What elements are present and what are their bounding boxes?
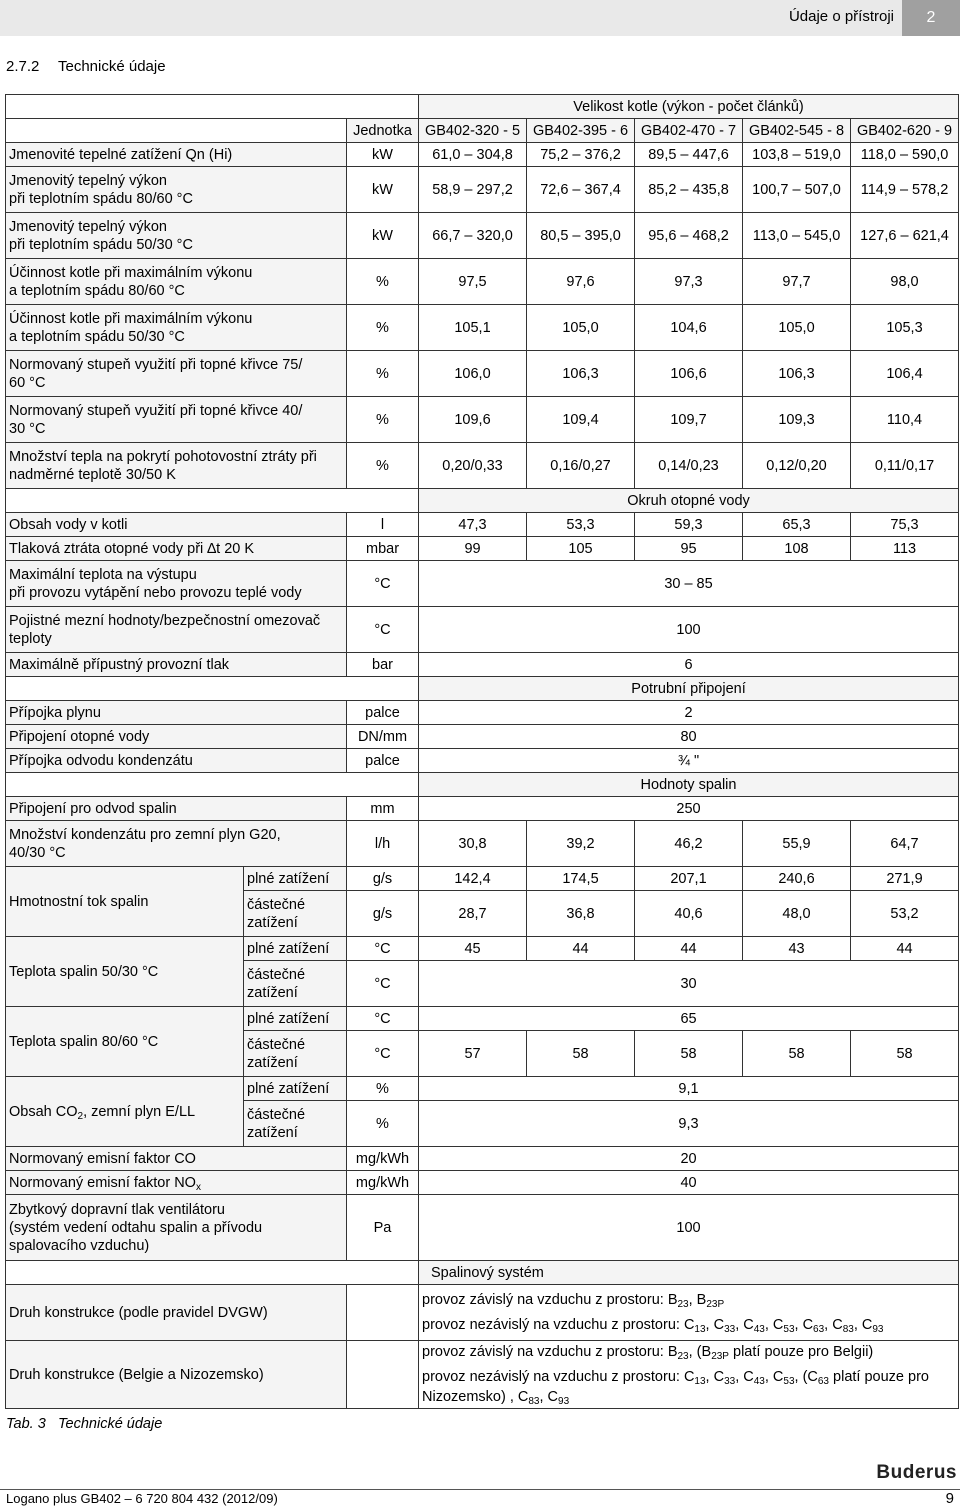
flue-type-line: provoz závislý na vzduchu z prostoru: $B_{23}$, ($B_{23P}$ platí pouze pro Belgii) bbox=[422, 1344, 874, 1362]
value-cell: 6 bbox=[419, 653, 959, 677]
unit-cell: °C bbox=[347, 607, 419, 653]
row-label: Druh konstrukce (Belgie a Nizozemsko) bbox=[6, 1341, 347, 1409]
value-cell: 59,3 bbox=[635, 513, 743, 537]
value-cell: 105,1 bbox=[419, 305, 527, 351]
row-label: Zbytkový dopravní tlak ventilátoru (systém vedení odtahu spalin a přívodu spalovacího vzduchu) bbox=[6, 1195, 347, 1261]
footer-divider bbox=[0, 1489, 960, 1490]
table-row bbox=[6, 653, 959, 677]
table-row bbox=[6, 677, 959, 701]
value-cell: 174,5 bbox=[527, 867, 635, 891]
value-cell: 0,14/0,23 bbox=[635, 443, 743, 489]
value-cell: 271,9 bbox=[851, 867, 959, 891]
unit-cell: °C bbox=[347, 937, 419, 961]
unit-cell: DN/mm bbox=[347, 725, 419, 749]
unit-cell: % bbox=[347, 397, 419, 443]
table-caption bbox=[6, 1416, 162, 1432]
blank-cell bbox=[6, 489, 419, 513]
table-row bbox=[6, 259, 959, 305]
value-cell: 127,6 – 621,4 bbox=[851, 213, 959, 259]
value-cell: 105,0 bbox=[743, 305, 851, 351]
value-cell: 65,3 bbox=[743, 513, 851, 537]
blank-cell bbox=[347, 1341, 419, 1409]
page-header bbox=[0, 0, 960, 36]
value-cell: 0,11/0,17 bbox=[851, 443, 959, 489]
value-cell: 109,4 bbox=[527, 397, 635, 443]
table-row bbox=[6, 537, 959, 561]
value-cell: 53,3 bbox=[527, 513, 635, 537]
value-cell: 75,3 bbox=[851, 513, 959, 537]
row-label: Jmenovitý tepelný výkon při teplotním spádu 50/30 °C bbox=[6, 213, 347, 259]
unit-cell: mg/kWh bbox=[347, 1147, 419, 1171]
value-cell: 39,2 bbox=[527, 821, 635, 867]
value-cell: 106,6 bbox=[635, 351, 743, 397]
unit-cell: g/s bbox=[347, 891, 419, 937]
value-cell: 100,7 – 507,0 bbox=[743, 167, 851, 213]
row-label: Obsah vody v kotli bbox=[6, 513, 347, 537]
load-full-label: plné zatížení bbox=[244, 937, 347, 961]
load-partial-label: částečné zatížení bbox=[244, 961, 347, 1007]
unit-cell: kW bbox=[347, 213, 419, 259]
section-heading: Spalinový systém bbox=[419, 1261, 959, 1285]
chapter-badge: 2 bbox=[902, 0, 960, 36]
footer-doc-id: Logano plus GB402 – 6 720 804 432 (2012/09) bbox=[6, 1491, 278, 1506]
load-partial-label: částečné zatížení bbox=[244, 1101, 347, 1147]
footer-page-number: 9 bbox=[945, 1490, 954, 1507]
unit-cell: % bbox=[347, 351, 419, 397]
value-cell: 40,6 bbox=[635, 891, 743, 937]
row-label: Druh konstrukce (podle pravidel DVGW) bbox=[6, 1285, 347, 1341]
value-cell: 80 bbox=[419, 725, 959, 749]
table-row bbox=[6, 1341, 959, 1409]
value-cell: 105 bbox=[527, 537, 635, 561]
value-cell: 108 bbox=[743, 537, 851, 561]
value-cell: 80,5 – 395,0 bbox=[527, 213, 635, 259]
unit-cell: % bbox=[347, 1101, 419, 1147]
value-cell: 240,6 bbox=[743, 867, 851, 891]
table-row bbox=[6, 489, 959, 513]
table-row bbox=[6, 167, 959, 213]
value-cell: 105,3 bbox=[851, 305, 959, 351]
value-cell: 48,0 bbox=[743, 891, 851, 937]
flue-type-line: provoz závislý na vzduchu z prostoru: $B_{23}$, $B_{23P}$ bbox=[422, 1292, 725, 1310]
value-cell: 106,4 bbox=[851, 351, 959, 397]
value-cell: 46,2 bbox=[635, 821, 743, 867]
table-row bbox=[6, 1261, 959, 1285]
header-band bbox=[0, 0, 905, 36]
value-cell: 98,0 bbox=[851, 259, 959, 305]
unit-cell: l/h bbox=[347, 821, 419, 867]
unit-cell: kW bbox=[347, 167, 419, 213]
table-row bbox=[6, 749, 959, 773]
value-cell: 58 bbox=[851, 1031, 959, 1077]
blank-cell bbox=[6, 95, 419, 119]
value-cell: 0,12/0,20 bbox=[743, 443, 851, 489]
unit-cell: % bbox=[347, 443, 419, 489]
section-heading: Potrubní připojení bbox=[419, 677, 959, 701]
value-cell: 114,9 – 578,2 bbox=[851, 167, 959, 213]
value-cell: 106,3 bbox=[743, 351, 851, 397]
value-cell: 0,20/0,33 bbox=[419, 443, 527, 489]
table-row bbox=[6, 561, 959, 607]
table-row bbox=[6, 1007, 959, 1031]
value-cell: 55,9 bbox=[743, 821, 851, 867]
value-cell: 95 bbox=[635, 537, 743, 561]
value-cell: 109,7 bbox=[635, 397, 743, 443]
model-header: GB402-545 - 8 bbox=[743, 119, 851, 143]
value-cell: 61,0 – 304,8 bbox=[419, 143, 527, 167]
value-cell: 207,1 bbox=[635, 867, 743, 891]
model-header: GB402-395 - 6 bbox=[527, 119, 635, 143]
value-cell: 142,4 bbox=[419, 867, 527, 891]
blank-cell bbox=[347, 1285, 419, 1341]
unit-cell: °C bbox=[347, 561, 419, 607]
flue-type-line: provoz nezávislý na vzduchu z prostoru: $C_{13}$, $C_{33}$, $C_{43}$, $C_{53}$, $C_{63}$, $C_{83}$, $C_{93}$ bbox=[422, 1317, 884, 1335]
row-label: Přípojka plynu bbox=[6, 701, 347, 725]
table-row bbox=[6, 443, 959, 489]
value-cell: 97,7 bbox=[743, 259, 851, 305]
value-cell: 72,6 – 367,4 bbox=[527, 167, 635, 213]
row-label: Obsah $CO_2$, zemní plyn E/LL bbox=[6, 1077, 244, 1147]
model-header: GB402-470 - 7 bbox=[635, 119, 743, 143]
value-cell: 250 bbox=[419, 797, 959, 821]
unit-cell: kW bbox=[347, 143, 419, 167]
value-cell: 30 bbox=[419, 961, 959, 1007]
row-label: Normovaný stupeň využití při topné křivce 40/ 30 °C bbox=[6, 397, 347, 443]
row-label: Tlaková ztráta otopné vody při ∆t 20 K bbox=[6, 537, 347, 561]
value-cell: 20 bbox=[419, 1147, 959, 1171]
unit-cell: °C bbox=[347, 1031, 419, 1077]
row-label: Maximální teplota na výstupu při provozu vytápění nebo provozu teplé vody bbox=[6, 561, 347, 607]
value-cell: 85,2 – 435,8 bbox=[635, 167, 743, 213]
table-row bbox=[6, 937, 959, 961]
row-label: Normovaný emisní faktor CO bbox=[6, 1147, 347, 1171]
value-cell: 44 bbox=[635, 937, 743, 961]
table-row bbox=[6, 1195, 959, 1261]
value-cell: 58,9 – 297,2 bbox=[419, 167, 527, 213]
row-label: Normovaný stupeň využití při topné křivce 75/ 60 °C bbox=[6, 351, 347, 397]
value-cell: 44 bbox=[851, 937, 959, 961]
row-label: Teplota spalin 80/60 °C bbox=[6, 1007, 244, 1077]
value-cell: 47,3 bbox=[419, 513, 527, 537]
table-row bbox=[6, 305, 959, 351]
value-cell: 58 bbox=[635, 1031, 743, 1077]
value-cell: 99 bbox=[419, 537, 527, 561]
value-cell: 95,6 – 468,2 bbox=[635, 213, 743, 259]
value-cell: 113 bbox=[851, 537, 959, 561]
value-cell: 36,8 bbox=[527, 891, 635, 937]
value-cell: 64,7 bbox=[851, 821, 959, 867]
value-cell: 105,0 bbox=[527, 305, 635, 351]
row-label: Účinnost kotle při maximálním výkonu a teplotním spádu 80/60 °C bbox=[6, 259, 347, 305]
header-title: Údaje o přístroji bbox=[788, 8, 894, 25]
value-cell: 110,4 bbox=[851, 397, 959, 443]
section-heading: Hodnoty spalin bbox=[419, 773, 959, 797]
value-cell: 104,6 bbox=[635, 305, 743, 351]
table-row bbox=[6, 1147, 959, 1171]
table-row bbox=[6, 513, 959, 537]
value-cell: 40 bbox=[419, 1171, 959, 1195]
unit-cell: g/s bbox=[347, 867, 419, 891]
value-cell: 109,3 bbox=[743, 397, 851, 443]
row-label: Připojení otopné vody bbox=[6, 725, 347, 749]
row-label: Účinnost kotle při maximálním výkonu a teplotním spádu 50/30 °C bbox=[6, 305, 347, 351]
table-row bbox=[6, 95, 959, 119]
unit-cell: palce bbox=[347, 701, 419, 725]
value-cell: 28,7 bbox=[419, 891, 527, 937]
value-cell: 45 bbox=[419, 937, 527, 961]
table-row bbox=[6, 1077, 959, 1101]
blank-cell bbox=[6, 1261, 419, 1285]
caption-number: Tab. 3 bbox=[6, 1416, 46, 1432]
value-cell: 43 bbox=[743, 937, 851, 961]
row-label: Normovaný emisní faktor $NO_x$ bbox=[6, 1171, 347, 1195]
row-label: Teplota spalin 50/30 °C bbox=[6, 937, 244, 1007]
value-cell: 103,8 – 519,0 bbox=[743, 143, 851, 167]
table-row bbox=[6, 773, 959, 797]
value-cell: 106,3 bbox=[527, 351, 635, 397]
flue-type-cell bbox=[419, 1341, 959, 1409]
boiler-size-header: Velikost kotle (výkon - počet článků) bbox=[419, 95, 959, 119]
unit-cell: °C bbox=[347, 961, 419, 1007]
blank-cell bbox=[6, 119, 347, 143]
row-label: Jmenovité tepelné zatížení Qn (Hi) bbox=[6, 143, 347, 167]
buderus-logo: Buderus bbox=[876, 1462, 957, 1483]
table-row bbox=[6, 351, 959, 397]
unit-cell: bar bbox=[347, 653, 419, 677]
value-cell: 113,0 – 545,0 bbox=[743, 213, 851, 259]
value-cell: 9,3 bbox=[419, 1101, 959, 1147]
value-cell: 109,6 bbox=[419, 397, 527, 443]
table-row bbox=[6, 607, 959, 653]
load-partial-label: částečné zatížení bbox=[244, 891, 347, 937]
value-cell: 58 bbox=[527, 1031, 635, 1077]
value-cell: 97,5 bbox=[419, 259, 527, 305]
value-cell: 53,2 bbox=[851, 891, 959, 937]
caption-title: Technické údaje bbox=[58, 1416, 163, 1432]
model-header: GB402-620 - 9 bbox=[851, 119, 959, 143]
unit-cell: °C bbox=[347, 1007, 419, 1031]
unit-cell: Pa bbox=[347, 1195, 419, 1261]
value-cell: 2 bbox=[419, 701, 959, 725]
section-heading: Okruh otopné vody bbox=[419, 489, 959, 513]
value-cell: 100 bbox=[419, 1195, 959, 1261]
row-label: Připojení pro odvod spalin bbox=[6, 797, 347, 821]
technical-data-table bbox=[5, 94, 959, 1409]
value-cell: 58 bbox=[743, 1031, 851, 1077]
value-cell: 97,6 bbox=[527, 259, 635, 305]
row-label: Přípojka odvodu kondenzátu bbox=[6, 749, 347, 773]
row-label: Hmotnostní tok spalin bbox=[6, 867, 244, 937]
flue-type-cell bbox=[419, 1285, 959, 1341]
unit-cell: % bbox=[347, 1077, 419, 1101]
row-label: Jmenovitý tepelný výkon při teplotním spádu 80/60 °C bbox=[6, 167, 347, 213]
blank-cell bbox=[6, 677, 419, 701]
table-row bbox=[6, 397, 959, 443]
table-row bbox=[6, 143, 959, 167]
unit-cell: l bbox=[347, 513, 419, 537]
value-cell: ¾ " bbox=[419, 749, 959, 773]
load-full-label: plné zatížení bbox=[244, 867, 347, 891]
unit-cell: palce bbox=[347, 749, 419, 773]
table-row bbox=[6, 1285, 959, 1341]
table-row bbox=[6, 797, 959, 821]
value-cell: 30 – 85 bbox=[419, 561, 959, 607]
table-row bbox=[6, 821, 959, 867]
model-header: GB402-320 - 5 bbox=[419, 119, 527, 143]
section-number: 2.7.2 bbox=[6, 58, 40, 75]
value-cell: 75,2 – 376,2 bbox=[527, 143, 635, 167]
unit-cell: % bbox=[347, 259, 419, 305]
value-cell: 66,7 – 320,0 bbox=[419, 213, 527, 259]
value-cell: 118,0 – 590,0 bbox=[851, 143, 959, 167]
unit-header: Jednotka bbox=[347, 119, 419, 143]
value-cell: 97,3 bbox=[635, 259, 743, 305]
value-cell: 106,0 bbox=[419, 351, 527, 397]
value-cell: 30,8 bbox=[419, 821, 527, 867]
table-row bbox=[6, 725, 959, 749]
section-heading bbox=[6, 58, 166, 75]
value-cell: 9,1 bbox=[419, 1077, 959, 1101]
value-cell: 100 bbox=[419, 607, 959, 653]
unit-cell: mbar bbox=[347, 537, 419, 561]
load-full-label: plné zatížení bbox=[244, 1077, 347, 1101]
unit-cell: % bbox=[347, 305, 419, 351]
row-label: Množství tepla na pokrytí pohotovostní ztráty při nadměrné teplotě 30/50 K bbox=[6, 443, 347, 489]
table-row bbox=[6, 1171, 959, 1195]
row-label: Množství kondenzátu pro zemní plyn G20, 40/30 °C bbox=[6, 821, 347, 867]
table-row bbox=[6, 701, 959, 725]
value-cell: 44 bbox=[527, 937, 635, 961]
unit-cell: mg/kWh bbox=[347, 1171, 419, 1195]
row-label: Maximálně přípustný provozní tlak bbox=[6, 653, 347, 677]
section-title: Technické údaje bbox=[58, 58, 166, 75]
value-cell: 89,5 – 447,6 bbox=[635, 143, 743, 167]
value-cell: 65 bbox=[419, 1007, 959, 1031]
flue-type-line: provoz nezávislý na vzduchu z prostoru: $C_{13}$, $C_{33}$, $C_{43}$, $C_{53}$, ($C_{63}$ platí pouze pro Nizozemsko) , $C_{83}$, $C_{93}$ bbox=[422, 1369, 929, 1407]
row-label: Pojistné mezní hodnoty/bezpečnostní omezovač teploty bbox=[6, 607, 347, 653]
table-row bbox=[6, 867, 959, 891]
value-cell: 57 bbox=[419, 1031, 527, 1077]
value-cell: 0,16/0,27 bbox=[527, 443, 635, 489]
table-row bbox=[6, 213, 959, 259]
table-row bbox=[6, 119, 959, 143]
blank-cell bbox=[6, 773, 419, 797]
unit-cell: mm bbox=[347, 797, 419, 821]
load-full-label: plné zatížení bbox=[244, 1007, 347, 1031]
load-partial-label: částečné zatížení bbox=[244, 1031, 347, 1077]
